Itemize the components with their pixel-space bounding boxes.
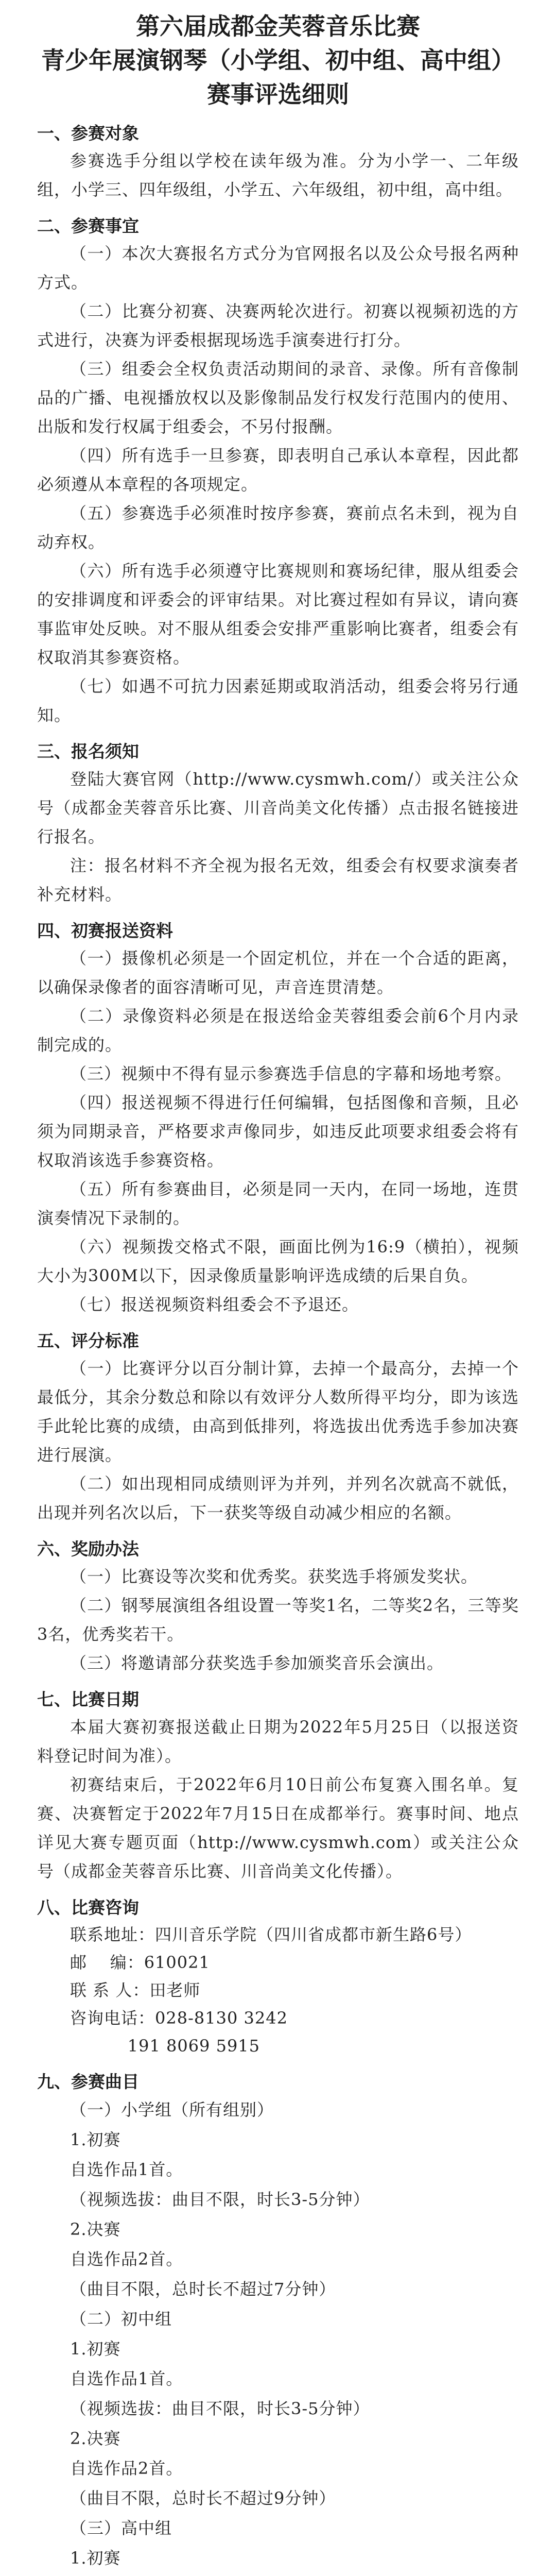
title-line-3: 赛事评选细则 (207, 80, 349, 108)
paragraph: （二）钢琴展演组各组设置一等奖1名，二等奖2名，三等奖3名，优秀奖若干。 (37, 1596, 519, 1644)
repertoire-line: （视频选拔：曲目不限，时长3-5分钟） (70, 2399, 370, 2418)
paragraph: （三）组委会全权负责活动期间的录音、录像。所有音像制品的广播、电视播放权以及影像制品发行权发行范围内的使用、出版和发行权属于组委会，不另付报酬。 (37, 359, 519, 436)
section-heading: 六、奖励办法 (37, 1539, 139, 1559)
paragraph: （四）报送视频不得进行任何编辑，包括图像和音频，且必须为同期录音，严格要求声像同步，如违反此项要求组委会将有权取消该选手参赛资格。 (37, 1093, 519, 1170)
repertoire-line (37, 2573, 519, 2576)
repertoire-line: （视频选拔：曲目不限，时长3-5分钟） (70, 2190, 370, 2209)
paragraph: （二）如出现相同成绩则评为并列，并列名次就高不就低，出现并列名次以后，下一获奖等级自动减少相应的名额。 (37, 1474, 519, 1522)
section-heading: 七、比赛日期 (37, 1689, 139, 1709)
repertoire-line: （曲目不限，总时长不超过7分钟） (70, 2279, 336, 2299)
repertoire-line: （曲目不限，总时长不超过9分钟） (70, 2488, 336, 2508)
document-body (0, 121, 556, 2576)
contact-person: 联 系 人：田老师 (70, 1980, 201, 2000)
contact-phone-1: 咨询电话：028-8130 3242 (70, 2008, 288, 2028)
repertoire-line: 2.决赛 (70, 2429, 121, 2448)
paragraph: （三）将邀请部分获奖选手参加颁奖音乐会演出。 (70, 1653, 444, 1673)
paragraph: 参赛选手分组以学校在读年级为准。分为小学一、二年级组，小学三、四年级组，小学五、六年级组，初中组，高中组。 (37, 151, 519, 199)
repertoire-line: 2.决赛 (70, 2219, 121, 2239)
repertoire-line: （二）初中组 (70, 2309, 172, 2329)
repertoire-line: （三）高中组 (70, 2518, 172, 2538)
paragraph: 登陆大赛官网（http://www.cysmwh.com/）或关注公众号（成都金芙蓉音乐比赛、川音尚美文化传播）点击报名链接进行报名。 (37, 769, 519, 846)
paragraph: （六）所有选手必须遵守比赛规则和赛场纪律，服从组委会的安排调度和评委会的评审结果。对比赛过程如有异议，请向赛事监审处反映。对不服从组委会安排严重影响比赛者，组委会有权取消其参赛资格。 (37, 561, 519, 667)
paragraph: （七）报送视频资料组委会不予退还。 (70, 1295, 359, 1314)
repertoire-line: 自选作品2首。 (70, 2249, 183, 2269)
contact-postcode: 邮 编：610021 (70, 1953, 210, 1972)
repertoire-line: 1.初赛 (70, 2130, 121, 2149)
paragraph: （一）比赛设等次奖和优秀奖。获奖选手将颁发奖状。 (70, 1567, 478, 1586)
paragraph: （一）本次大赛报名方式分为官网报名以及公众号报名两种方式。 (37, 244, 519, 292)
section-heading: 八、比赛咨询 (37, 1897, 139, 1918)
section-heading: 九、参赛曲目 (37, 2072, 139, 2092)
paragraph: 注：报名材料不齐全视为报名无效，组委会有权要求演奏者补充材料。 (37, 856, 519, 904)
contact-phone-2: 191 8069 5915 (70, 2036, 260, 2056)
paragraph: （二）录像资料必须是在报送给金芙蓉组委会前6个月内录制完成的。 (37, 1006, 519, 1055)
repertoire-line: 1.初赛 (70, 2339, 121, 2359)
paragraph: （二）比赛分初赛、决赛两轮次进行。初赛以视频初选的方式进行，决赛为评委根据现场选手演奏进行打分。 (37, 301, 519, 350)
repertoire-line: 自选作品1首。 (70, 2369, 183, 2388)
section-heading: 四、初赛报送资料 (37, 921, 173, 941)
paragraph: （三）视频中不得有显示参赛选手信息的字幕和场地考察。 (70, 1064, 512, 1083)
section-heading: 五、评分标准 (37, 1331, 139, 1351)
title-line-2: 青少年展演钢琴（小学组、初中组、高中组） (41, 46, 515, 74)
repertoire-line: 自选作品1首。 (70, 2160, 183, 2179)
paragraph: （五）所有参赛曲目，必须是同一天内，在同一场地，连贯演奏情况下录制的。 (37, 1179, 519, 1228)
section-heading: 二、参赛事宜 (37, 216, 139, 236)
title-line-1: 第六届成都金芙蓉音乐比赛 (136, 12, 420, 40)
paragraph: （五）参赛选手必须准时按序参赛，赛前点名未到，视为自动弃权。 (37, 503, 519, 552)
title-block (0, 0, 556, 111)
paragraph: （六）视频拨交格式不限，画面比例为16:9（横拍），视频大小为300M以下，因录像质量影响评选成绩的后果自负。 (37, 1237, 519, 1285)
paragraph: （四）所有选手一旦参赛，即表明自己承认本章程，因此都必须遵从本章程的各项规定。 (37, 446, 519, 494)
section-heading: 三、报名须知 (37, 741, 139, 761)
repertoire-line: 自选作品2首。 (70, 2459, 183, 2478)
paragraph: （七）如遇不可抗力因素延期或取消活动，组委会将另行通知。 (37, 676, 519, 725)
paragraph: 本届大赛初赛报送截止日期为2022年5月25日（以报送资料登记时间为准）。 (37, 1717, 519, 1766)
contact-address: 联系地址：四川音乐学院（四川省成都市新生路6号） (70, 1925, 472, 1944)
repertoire-line: 1.初赛 (70, 2548, 121, 2568)
paragraph: （一）比赛评分以百分制计算，去掉一个最高分，去掉一个最低分，其余分数总和除以有效评分人数所得平均分，即为该选手此轮比赛的成绩，由高到低排列，将选拔出优秀选手参加决赛进行展演。 (37, 1359, 519, 1465)
repertoire-line: （一）小学组（所有组别） (70, 2100, 274, 2120)
section-heading: 一、参赛对象 (37, 123, 139, 143)
paragraph: （一）摄像机必须是一个固定机位，并在一个合适的距离，以确保录像者的面容清晰可见，声音连贯清楚。 (37, 948, 519, 997)
paragraph: 初赛结束后，于2022年6月10日前公布复赛入围名单。复赛、决赛暂定于2022年7月15日在成都举行。赛事时间、地点详见大赛专题页面（http://www.cysmwh.com）或关注公众号（成都金芙蓉音乐比赛、川音尚美文化传播）。 (37, 1775, 519, 1881)
